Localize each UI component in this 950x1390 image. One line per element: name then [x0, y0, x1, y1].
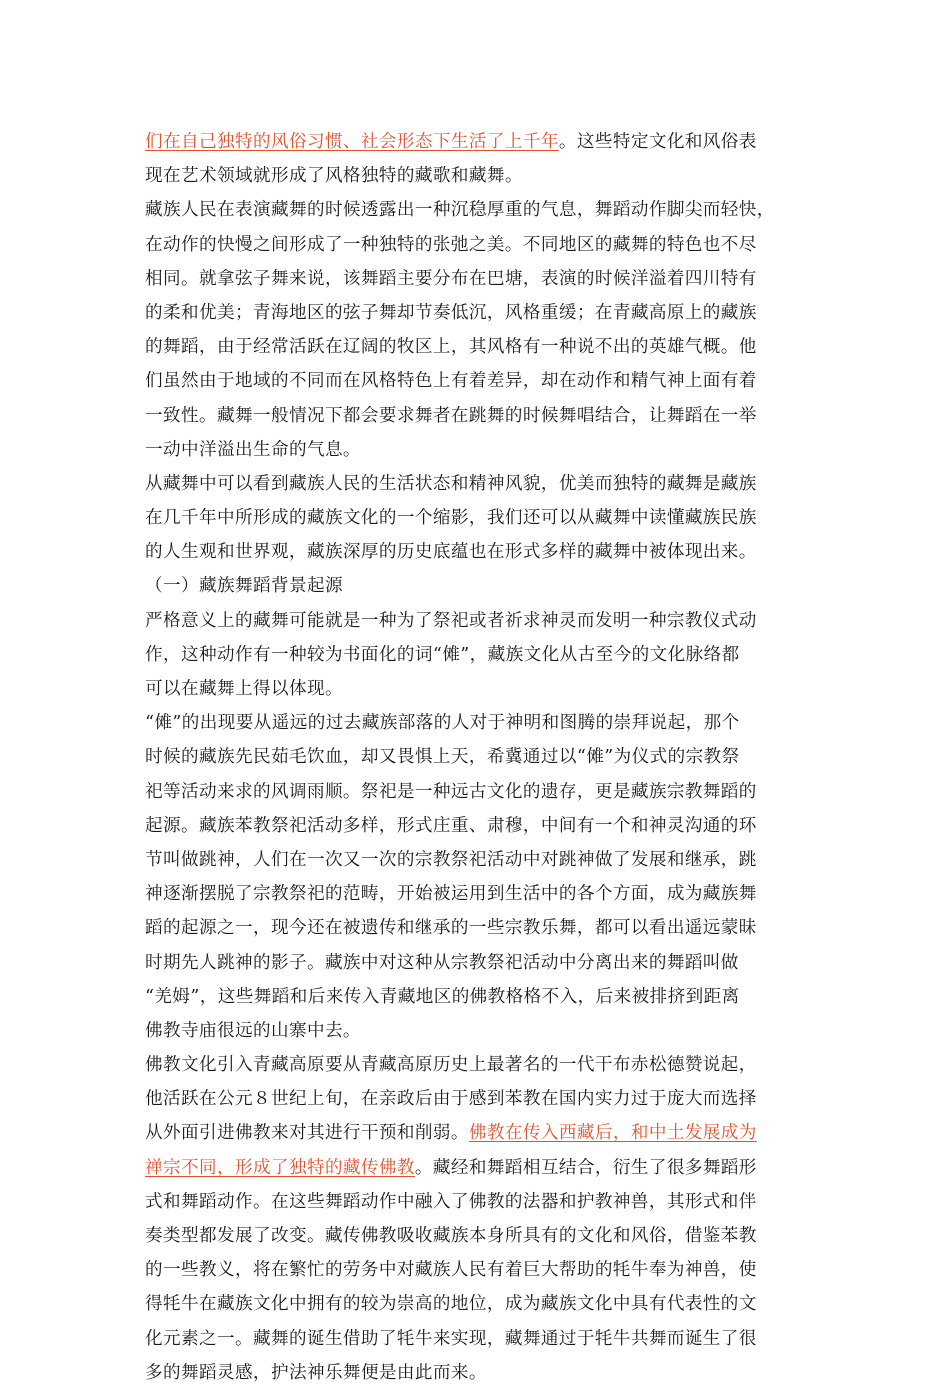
text-segment: 节叫做跳神，人们在一次又一次的宗教祭祀活动中对跳神做了发展和继承，跳	[145, 849, 757, 870]
text-segment: 从藏舞中可以看到藏族人民的生活状态和精神风貌，优美而独特的藏舞是藏族	[145, 473, 757, 494]
text-segment: 佛教寺庙很远的山寨中去。	[145, 1020, 361, 1041]
text-line	[145, 296, 810, 330]
text-segment: 式和舞蹈动作。在这些舞蹈动作中融入了佛教的法器和护教神兽，其形式和伴	[145, 1191, 757, 1212]
text-segment: 化元素之一。藏舞的诞生借助了牦牛来实现，藏舞通过于牦牛共舞而诞生了很	[145, 1328, 757, 1349]
text-line	[145, 1287, 810, 1321]
text-line	[145, 569, 810, 603]
text-line	[145, 809, 810, 843]
document-body	[145, 125, 810, 1390]
text-line	[145, 535, 810, 569]
text-segment: 一动中洋溢出生命的气息。	[145, 439, 361, 460]
text-segment: 时期先人跳神的影子。藏族中对这种从宗教祭祀活动中分离出来的舞蹈叫做	[145, 952, 739, 973]
text-line	[145, 125, 810, 159]
text-segment: 时候的藏族先民茹毛饮血，却又畏惧上天，希冀通过以“傩”为仪式的宗教祭	[145, 747, 740, 768]
text-line	[145, 1185, 810, 1219]
text-line	[145, 1014, 810, 1048]
text-line	[145, 193, 810, 227]
paragraph	[145, 604, 810, 707]
text-segment: （一）藏族舞蹈背景起源	[145, 576, 343, 597]
text-line	[145, 1116, 810, 1150]
text-line	[145, 159, 810, 193]
text-line	[145, 604, 810, 638]
text-segment: 在几千年中所形成的藏族文化的一个缩影，我们还可以从藏舞中读懂藏族民族	[145, 508, 757, 529]
paragraph	[145, 706, 810, 1048]
paragraph	[145, 125, 810, 193]
text-line	[145, 262, 810, 296]
text-line	[145, 399, 810, 433]
text-line	[145, 330, 810, 364]
text-line	[145, 1082, 810, 1116]
text-line	[145, 740, 810, 774]
text-line	[145, 911, 810, 945]
text-line	[145, 877, 810, 911]
text-line	[145, 1151, 810, 1185]
text-segment: 起源。藏族苯教祭祀活动多样，形式庄重、肃穆，中间有一个和神灵沟通的环	[145, 815, 757, 836]
text-line	[145, 501, 810, 535]
text-line	[145, 467, 810, 501]
text-segment: 可以在藏舞上得以体现。	[145, 679, 343, 699]
text-segment: 祀等活动来求的风调雨顺。祭祀是一种远古文化的遗存，更是藏族宗教舞蹈的	[145, 781, 757, 802]
text-segment: 奏类型都发展了改变。藏传佛教吸收藏族本身所具有的文化和风俗，借鉴苯教	[145, 1226, 757, 1246]
text-segment: 得牦牛在藏族文化中拥有的较为崇高的地位，成为藏族文化中具有代表性的文	[145, 1294, 757, 1315]
paragraph	[145, 193, 810, 467]
text-line	[145, 364, 810, 398]
text-segment: 们虽然由于地域的不同而在风格特色上有着差异，却在动作和精气神上面有着	[145, 371, 757, 392]
text-segment: 作，这种动作有一种较为书面化的词“傩”，藏族文化从古至今的文化脉络都	[145, 644, 740, 665]
text-segment: 严格意义上的藏舞可能就是一种为了祭祀或者祈求神灵而发明一种宗教仪式动	[145, 610, 757, 631]
text-line	[145, 1048, 810, 1082]
highlighted-text[interactable]: 们在自己独特的风俗习惯、社会形态下生活了上千年	[145, 132, 559, 152]
text-line	[145, 706, 810, 740]
paragraph	[145, 467, 810, 570]
text-segment: 的人生观和世界观，藏族深厚的历史底蕴也在形式多样的藏舞中被体现出来。	[145, 542, 757, 563]
text-segment: 多的舞蹈灵感，护法神乐舞便是由此而来。	[145, 1362, 487, 1383]
text-line	[145, 1356, 810, 1390]
highlighted-text[interactable]: 佛教在传入西藏后，和中土发展成为	[468, 1123, 757, 1144]
highlighted-text[interactable]: 禅宗不同，形成了独特的藏传佛教	[145, 1157, 415, 1178]
text-segment: 蹈的起源之一，现今还在被遗传和继承的一些宗教乐舞，都可以看出遥远蒙昧	[145, 918, 757, 939]
text-segment: 现在艺术领域就形成了风格独特的藏歌和藏舞。	[145, 166, 523, 187]
text-line	[145, 946, 810, 980]
section-heading	[145, 569, 810, 603]
text-line	[145, 1219, 810, 1253]
text-segment: 一致性。藏舞一般情况下都会要求舞者在跳舞的时候舞唱结合，让舞蹈在一举	[145, 405, 757, 426]
text-line	[145, 638, 810, 672]
text-line	[145, 228, 810, 262]
text-line	[145, 1253, 810, 1287]
paragraph	[145, 1048, 810, 1390]
text-line	[145, 980, 810, 1014]
text-line	[145, 433, 810, 467]
text-line	[145, 775, 810, 809]
text-line	[145, 1322, 810, 1356]
text-segment: “羌姆”，这些舞蹈和后来传入青藏地区的佛教格格不入，后来被排挤到距离	[145, 986, 740, 1007]
text-segment: 从外面引进佛教来对其进行干预和削弱。	[145, 1123, 469, 1144]
text-segment: 相同。就拿弦子舞来说，该舞蹈主要分布在巴塘，表演的时候洋溢着四川特有	[145, 268, 757, 289]
text-line	[145, 843, 810, 877]
text-segment: 。这些特定文化和风俗表	[558, 132, 757, 152]
text-segment: 他活跃在公元８世纪上旬，在亲政后由于感到苯教在国内实力过于庞大而选择	[145, 1089, 757, 1110]
text-segment: 的一些教义，将在繁忙的劳务中对藏族人民有着巨大帮助的牦牛奉为神兽，使	[145, 1260, 757, 1281]
text-segment: “傩”的出现要从遥远的过去藏族部落的人对于神明和图腾的崇拜说起，那个	[145, 713, 740, 734]
text-line	[145, 672, 810, 706]
text-segment: 的舞蹈，由于经常活跃在辽阔的牧区上，其风格有一种说不出的英雄气概。他	[145, 337, 757, 358]
text-segment: 藏族人民在表演藏舞的时候透露出一种沉稳厚重的气息，舞蹈动作脚尖而轻快，	[145, 200, 775, 221]
text-segment: 的柔和优美；青海地区的弦子舞却节奏低沉，风格重缓；在青藏高原上的藏族	[145, 302, 757, 323]
text-segment: 神逐渐摆脱了宗教祭祀的范畴，开始被运用到生活中的各个方面，成为藏族舞	[145, 884, 757, 905]
text-segment: 在动作的快慢之间形成了一种独特的张弛之美。不同地区的藏舞的特色也不尽	[145, 234, 757, 255]
text-segment: 。藏经和舞蹈相互结合，衍生了很多舞蹈形	[414, 1157, 757, 1178]
text-segment: 佛教文化引入青藏高原要从青藏高原历史上最著名的一代干布赤松德赞说起，	[145, 1055, 757, 1076]
